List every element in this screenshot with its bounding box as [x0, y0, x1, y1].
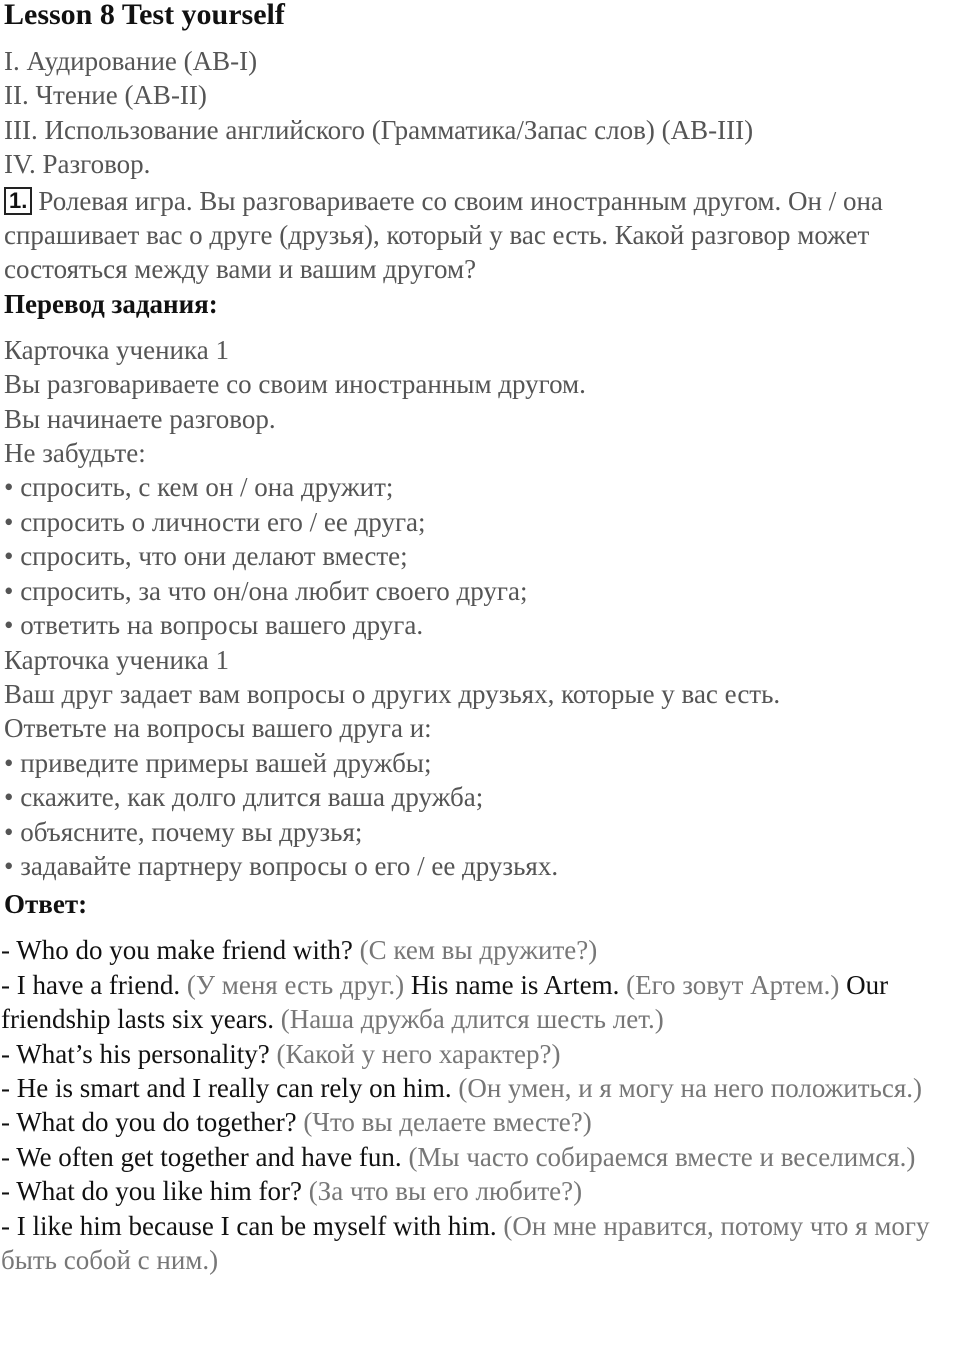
section-use-of-english: III. Использование английского (Грамматика/Запас слов) (AB-III) — [4, 114, 754, 145]
russian-translation: (Что вы делаете вместе?) — [303, 1107, 592, 1138]
card-bullet: • спросить, с кем он / она дружит; — [4, 472, 394, 503]
english-phrase: - What do you do together? — [1, 1107, 297, 1138]
answer-dialogue — [1, 933, 956, 1277]
card-bullet: • приведите примеры вашей дружбы; — [4, 747, 432, 778]
card-line: Ответьте на вопросы вашего друга и: — [4, 713, 432, 744]
dialogue-line — [1, 1174, 956, 1208]
english-phrase: His name is Artem. — [410, 969, 620, 1000]
russian-translation: (У меня есть друг.) — [186, 969, 405, 1000]
russian-translation: (Его зовут Артем.) — [626, 969, 840, 1000]
answer-heading: Ответ: — [4, 889, 88, 920]
card-bullet: • задавайте партнеру вопросы о его / ее друзьях. — [4, 850, 559, 881]
english-phrase: - What’s his personality? — [1, 1038, 270, 1069]
student-card-2 — [4, 643, 956, 884]
card-bullet: • ответить на вопросы вашего друга. — [4, 610, 424, 641]
task-text: Ролевая игра. Вы разговариваете со своим иностранным другом. Он / она спрашивает вас о друге (друзья), который у вас есть. Какой разговор может состояться между вами и вашим другом? — [4, 185, 883, 285]
card-bullet: • спросить о личности его / ее друга; — [4, 506, 426, 537]
dialogue-line — [1, 1037, 956, 1071]
card-line: Вы разговариваете со своим иностранным другом. — [4, 369, 586, 400]
card-title: Карточка ученика 1 — [4, 644, 229, 675]
task-instruction — [4, 184, 956, 287]
section-reading: II. Чтение (AB-II) — [4, 80, 207, 111]
english-phrase: - We often get together and have fun. — [1, 1141, 402, 1172]
english-phrase: Our friendship lasts six years. — [1, 969, 889, 1035]
russian-translation: (За что вы его любите?) — [308, 1176, 583, 1207]
dialogue-line — [1, 1209, 956, 1278]
english-phrase: - He is smart and I really can rely on him. — [1, 1072, 452, 1103]
russian-translation: (Он мне нравится, потому что я могу быть собой с ним.) — [1, 1210, 930, 1275]
card-line: Не забудьте: — [4, 438, 146, 469]
card-line: Вы начинаете разговор. — [4, 403, 276, 434]
english-phrase: - I like him because I can be myself with him. — [1, 1210, 497, 1241]
student-card-1 — [4, 333, 956, 643]
russian-translation: (С кем вы дружите?) — [359, 935, 598, 966]
dialogue-line — [1, 1071, 956, 1105]
english-phrase: - What do you like him for? — [1, 1176, 302, 1207]
task-number-badge: 1. — [4, 187, 32, 215]
dialogue-line — [1, 1140, 956, 1174]
translation-heading: Перевод задания: — [4, 288, 218, 319]
dialogue-line — [1, 1105, 956, 1139]
section-listening: I. Аудирование (AB-I) — [4, 46, 258, 76]
russian-translation: (Какой у него характер?) — [276, 1038, 561, 1069]
english-phrase: - I have a friend. — [1, 969, 181, 1000]
russian-translation: (Мы часто собираемся вместе и веселимся.) — [408, 1141, 916, 1172]
dialogue-line — [1, 933, 956, 967]
card-bullet: • скажите, как долго длится ваша дружба; — [4, 782, 484, 813]
russian-translation: (Он умен, и я могу на него положиться.) — [458, 1072, 923, 1103]
section-speaking: IV. Разговор. — [4, 149, 151, 180]
dialogue-line — [1, 968, 956, 1037]
russian-translation: (Наша дружба длится шесть лет.) — [280, 1004, 664, 1035]
card-bullet: • объясните, почему вы друзья; — [4, 816, 363, 847]
card-title: Карточка ученика 1 — [4, 334, 229, 365]
lesson-title: Lesson 8 Test yourself — [4, 0, 285, 31]
document-page — [1, 0, 956, 1277]
card-line: Ваш друг задает вам вопросы о других друзьях, которые у вас есть. — [4, 678, 781, 709]
card-bullet: • спросить, что они делают вместе; — [4, 541, 408, 572]
card-bullet: • спросить, за что он/она любит своего друга; — [4, 575, 528, 606]
english-phrase: - Who do you make friend with? — [1, 935, 353, 966]
